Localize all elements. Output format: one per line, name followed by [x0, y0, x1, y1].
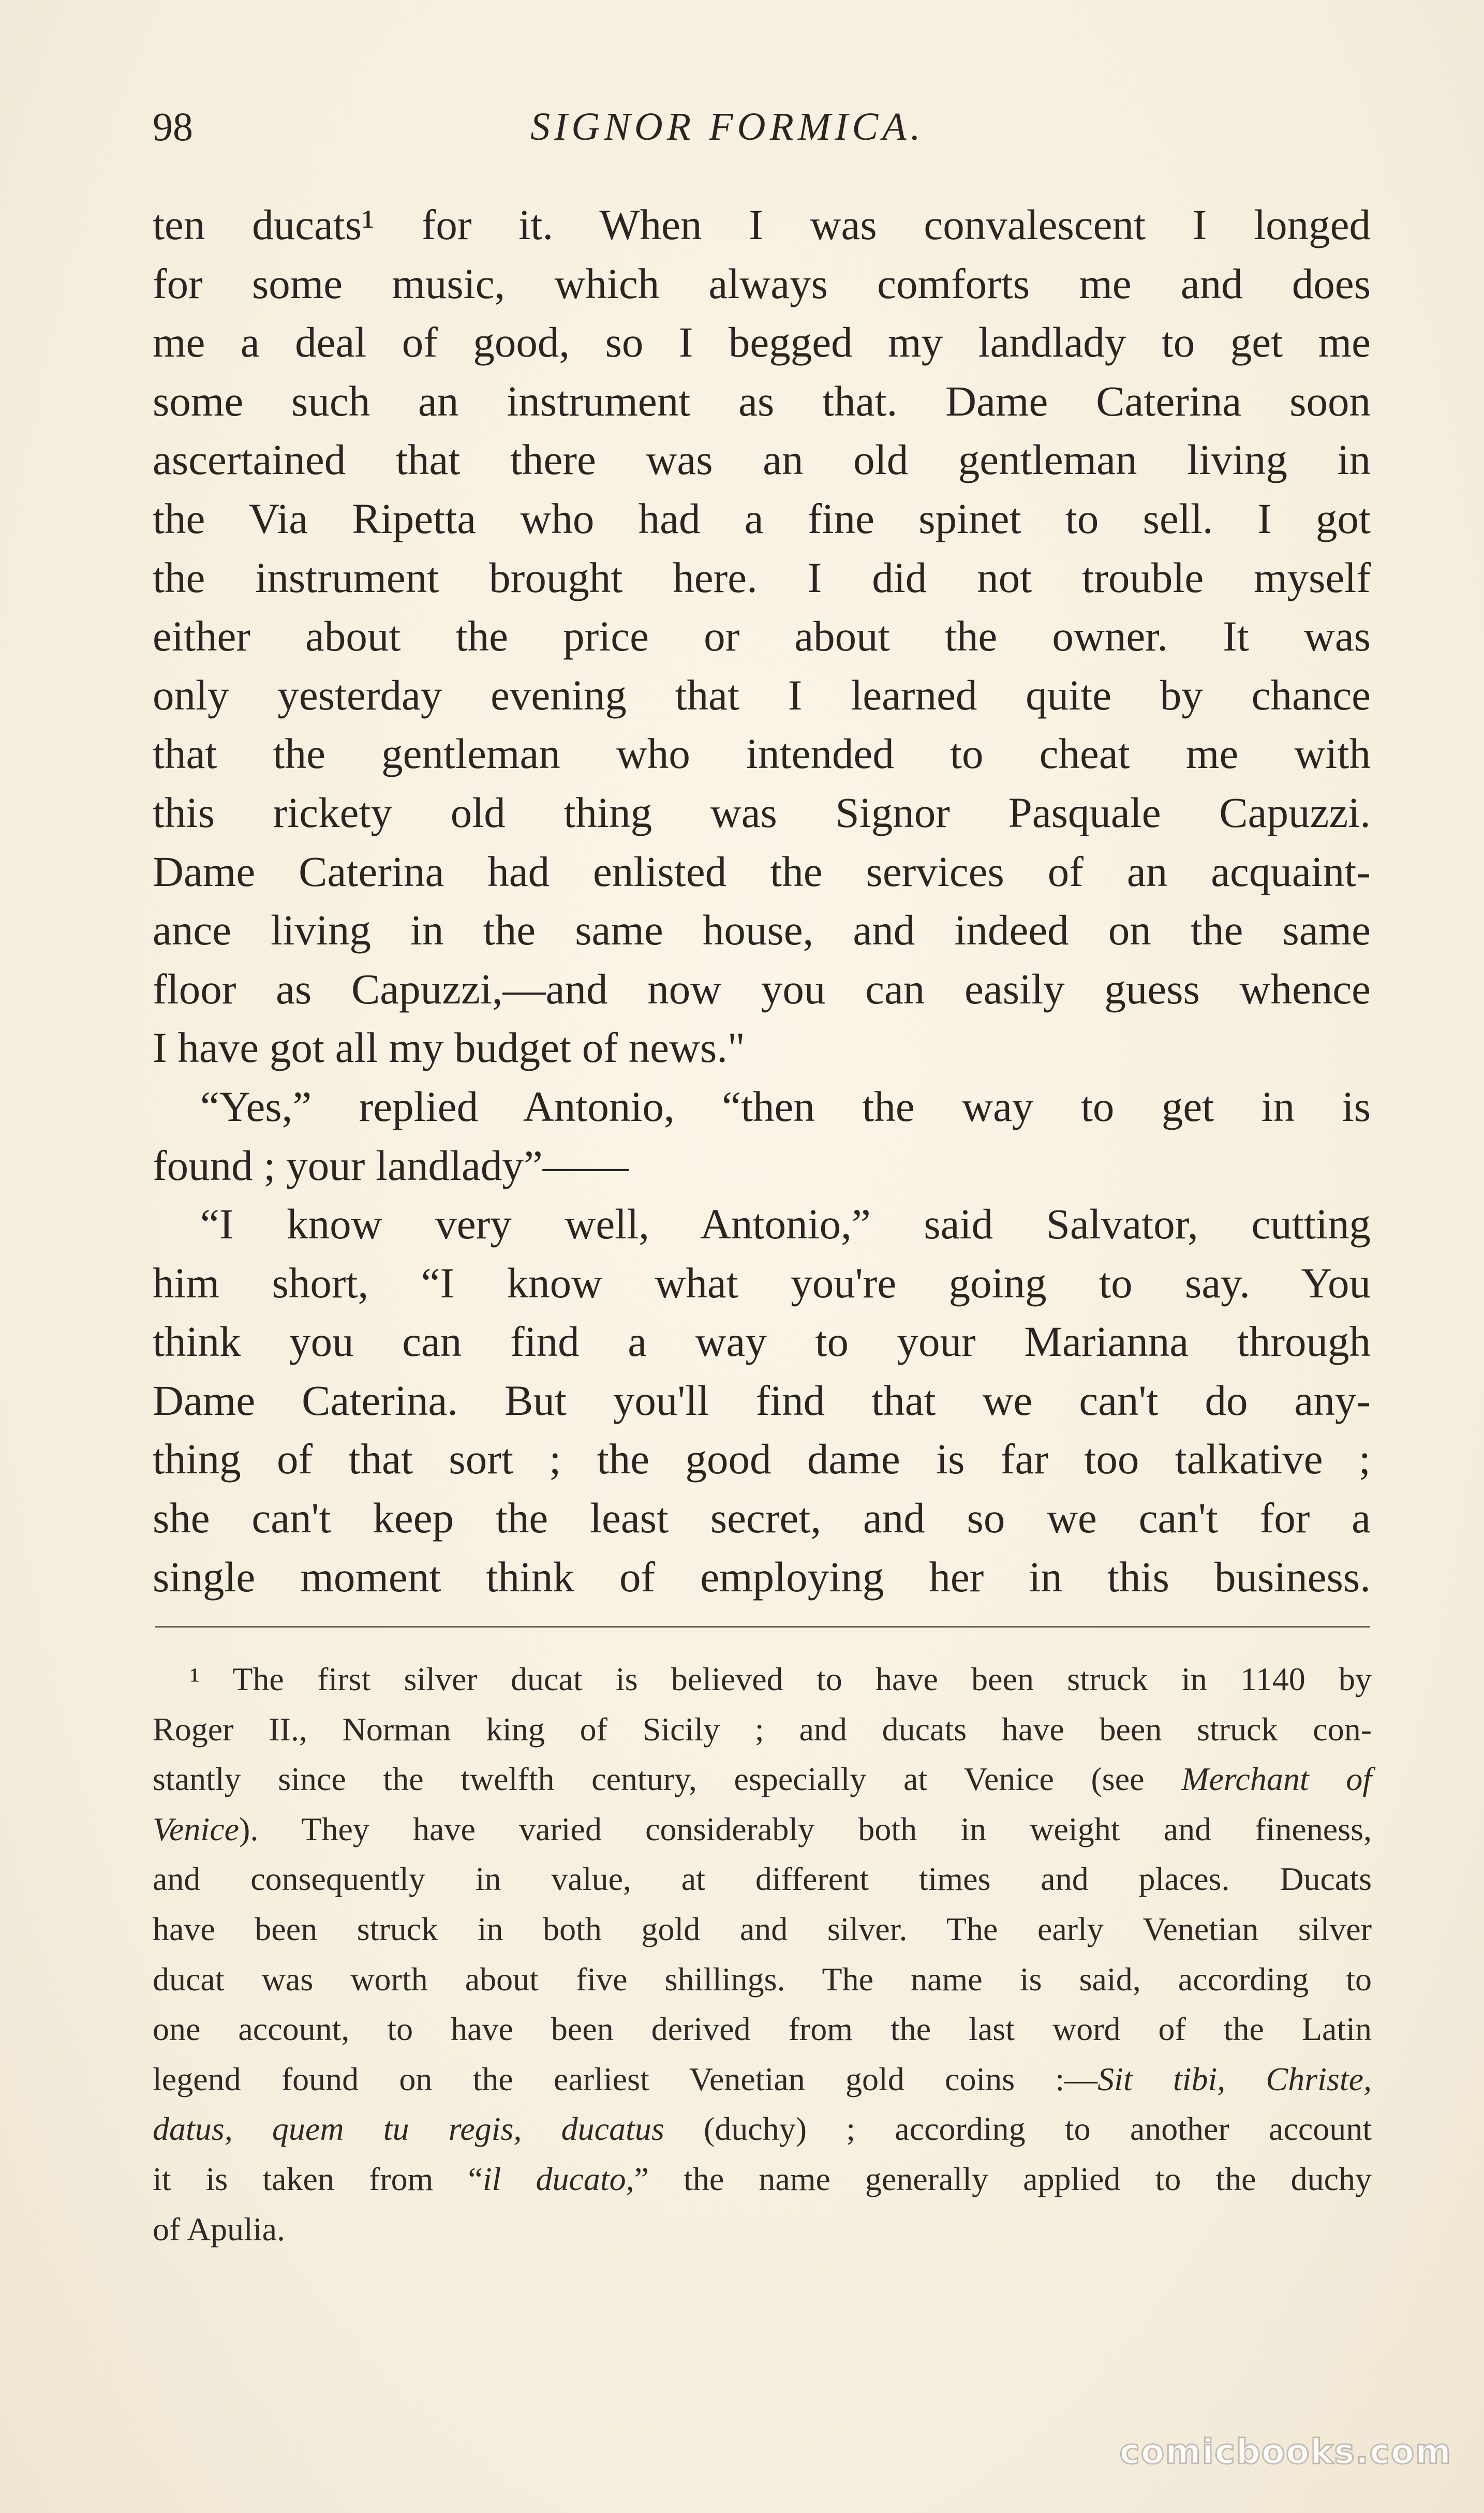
- body-line: “Yes,” replied Antonio, “then the way to get in is: [200, 1082, 1371, 1130]
- footnote-line: ducat was worth about five shillings. The name is said, according to: [153, 1960, 1372, 1998]
- footnote-line: Venice). They have varied considerably both in weight and fineness,: [153, 1810, 1372, 1847]
- body-line: for some music, which always comforts me and does: [153, 259, 1371, 307]
- body-line: single moment think of employing her in this business.: [153, 1553, 1371, 1601]
- footnote-line: have been struck in both gold and silver. The early Venetian silver: [153, 1910, 1372, 1947]
- footnote-rule: [155, 1626, 1370, 1628]
- body-line: that the gentleman who intended to cheat me with: [153, 730, 1371, 778]
- body-line: I have got all my budget of news.": [153, 1024, 745, 1072]
- body-line: him short, “I know what you're going to say. You: [153, 1259, 1371, 1307]
- body-line: think you can find a way to your Marianna through: [153, 1318, 1371, 1366]
- footnote-line: of Apulia.: [153, 2210, 285, 2248]
- body-line: floor as Capuzzi,—and now you can easily guess whence: [153, 965, 1371, 1013]
- footnote-line: Roger II., Norman king of Sicily ; and ducats have been struck con-: [153, 1710, 1372, 1748]
- running-title: SIGNOR FORMICA.: [530, 105, 925, 149]
- page-header: [153, 101, 1374, 153]
- footnote-line: stantly since the twelfth century, especially at Venice (see Merchant of: [153, 1761, 1372, 1798]
- footnote-line: it is taken from “il ducato,” the name generally applied to the duchy: [153, 2160, 1372, 2197]
- watermark: comicbooks.com: [1119, 2432, 1452, 2472]
- body-line: she can't keep the least secret, and so we can't for a: [153, 1494, 1371, 1542]
- footnote-line: and consequently in value, at different times and places. Ducats: [153, 1860, 1372, 1898]
- body-line: this rickety old thing was Signor Pasquale Capuzzi.: [153, 788, 1371, 836]
- body-line: Dame Caterina. But you'll find that we can't do any-: [153, 1376, 1371, 1424]
- footnote: [153, 1654, 1372, 2254]
- body-line: me a deal of good, so I begged my landlady to get me: [153, 318, 1371, 366]
- body-line: thing of that sort ; the good dame is far too talkative ;: [153, 1435, 1371, 1483]
- body-line: “I know very well, Antonio,” said Salvator, cutting: [200, 1200, 1371, 1248]
- body-text: [153, 196, 1371, 1606]
- footnote-line: legend found on the earliest Venetian gold coins :—Sit tibi, Christe,: [153, 2060, 1372, 2097]
- body-line: only yesterday evening that I learned quite by chance: [153, 671, 1371, 719]
- footnote-line: one account, to have been derived from the last word of the Latin: [153, 2011, 1372, 2048]
- page-number: 98: [153, 104, 193, 149]
- body-line: ascertained that there was an old gentleman living in: [153, 436, 1371, 484]
- body-line: the Via Ripetta who had a fine spinet to sell. I got: [153, 494, 1371, 542]
- body-line: found ; your landlady”——: [153, 1141, 629, 1189]
- body-line: the instrument brought here. I did not trouble myself: [153, 553, 1371, 601]
- body-line: Dame Caterina had enlisted the services of an acquaint-: [153, 847, 1371, 895]
- body-line: ten ducats¹ for it. When I was convalescent I longed: [153, 201, 1371, 248]
- footnote-line: ¹ The first silver ducat is believed to have been struck in 1140 by: [190, 1661, 1372, 1697]
- body-line: either about the price or about the owner. It was: [153, 612, 1371, 660]
- body-line: ance living in the same house, and indeed on the same: [153, 906, 1371, 954]
- footnote-line: datus, quem tu regis, ducatus (duchy) ; according to another account: [153, 2110, 1372, 2148]
- body-line: some such an instrument as that. Dame Caterina soon: [153, 377, 1371, 425]
